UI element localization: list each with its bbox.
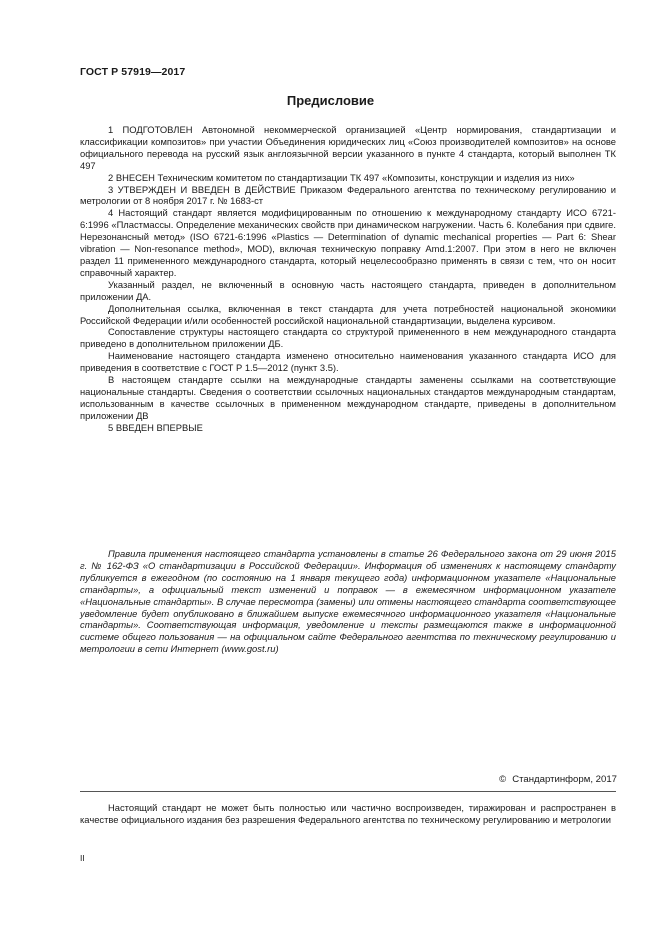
- foreword-body: [80, 124, 616, 434]
- application-notice: [80, 548, 616, 655]
- paragraph-section-annex: Указанный раздел, не включенный в основную часть настоящего стандарта, приведен в дополнительном приложении ДА.: [80, 278, 616, 302]
- paragraph-modified: 4 Настоящий стандарт является модифицированным по отношению к международному стандарту ИСО 6721-6:1996 «Пластмассы. Определение механических свойств при динамическом нагружении. Часть 6. Колебания при сдвиге. Нерезонансный метод» (ISO 6721-6:1996 «Plastics — Determination of dynamic mechanical properties — Part 6: Shear vibration — Non-resonance method», MOD), включая техническую поправку Amd.1:2007. При этом в него не включен раздел 11 примененного международного стандарта, который нецелесообразно применять в связи с тем, что он носит справочный характер.: [80, 207, 616, 278]
- paragraph-introduced: 2 ВНЕСЕН Техническим комитетом по стандартизации ТК 497 «Композиты, конструкции и изделия из них»: [108, 171, 575, 183]
- paragraph-references: В настоящем стандарте ссылки на международные стандарты заменены ссылками на соответствующие национальные стандарты. Сведения о соответствии ссылочных национальных стандартов международным стандартам, использованным в качестве ссылочных в примененном международном стандарте, приведены в дополнительном приложении ДВ: [80, 374, 616, 421]
- paragraph-prepared: 1 ПОДГОТОВЛЕН Автономной некоммерческой организацией «Центр нормирования, стандартизации и классификации композитов» при участии Объединения юридических лиц «Союз производителей композитов» на основе официального перевода на русский язык англоязычной версии указанного в пункте 4 стандарта, который выполнен ТК 497: [80, 124, 616, 171]
- copyright-symbol: ©: [499, 774, 507, 785]
- paragraph-structure-comparison: Сопоставление структуры настоящего стандарта со структурой примененного в нем международного стандарта приведено в дополнительном приложении ДБ.: [80, 326, 616, 350]
- copyright-text: Стандартинформ, 2017: [512, 774, 617, 785]
- paragraph-first-introduced: 5 ВВЕДЕН ВПЕРВЫЕ: [108, 421, 203, 433]
- page-number: II: [80, 853, 85, 863]
- copyright-line: [499, 774, 617, 785]
- notice-text: Правила применения настоящего стандарта установлены в статье 26 Федерального закона от 29 июня 2015 г. № 162-ФЗ «О стандартизации в Российской Федерации». Информация об изменениях к настоящему стандарту публикуется в ежегодном (по состоянию на 1 января текущего года) информационном указателе «Национальные стандарты», а официальный текст изменений и поправок — в ежемесячном информационном указателе «Национальные стандарты». В случае пересмотра (замены) или отмены настоящего стандарта соответствующее уведомление будет опубликовано в ближайшем выпуске ежемесячного информационного указателя «Национальные стандарты». Соответствующая информация, уведомление и тексты размещаются также в информационной системе общего пользования — на официальном сайте Федерального агентства по техническому регулированию и метрологии в сети Интернет (www.gost.ru): [80, 548, 616, 655]
- section-title: Предисловие: [286, 93, 375, 108]
- reproduction-text: Настоящий стандарт не может быть полностью или частично воспроизведен, тиражирован и распространен в качестве официального издания без разрешения Федерального агентства по техническому регулированию и метрологии: [80, 802, 616, 825]
- divider-line: [80, 791, 616, 792]
- standard-code-header: ГОСТ Р 57919—2017: [80, 66, 186, 78]
- paragraph-title-change: Наименование настоящего стандарта изменено относительно наименования указанного стандарта ИСО для приведения в соответствие с ГОСТ Р 1.5—2012 (пункт 3.5).: [80, 350, 616, 374]
- paragraph-additional-reference: Дополнительная ссылка, включенная в текст стандарта для учета потребностей национальной экономики Российской Федерации и/или особенностей российской национальной стандартизации, выделена курсивом.: [80, 302, 616, 326]
- paragraph-approved: 3 УТВЕРЖДЕН И ВВЕДЕН В ДЕЙСТВИЕ Приказом Федерального агентства по техническому регулированию и метрологии от 8 ноября 2017 г. № 1683-ст: [80, 183, 616, 207]
- reproduction-notice: [80, 802, 616, 826]
